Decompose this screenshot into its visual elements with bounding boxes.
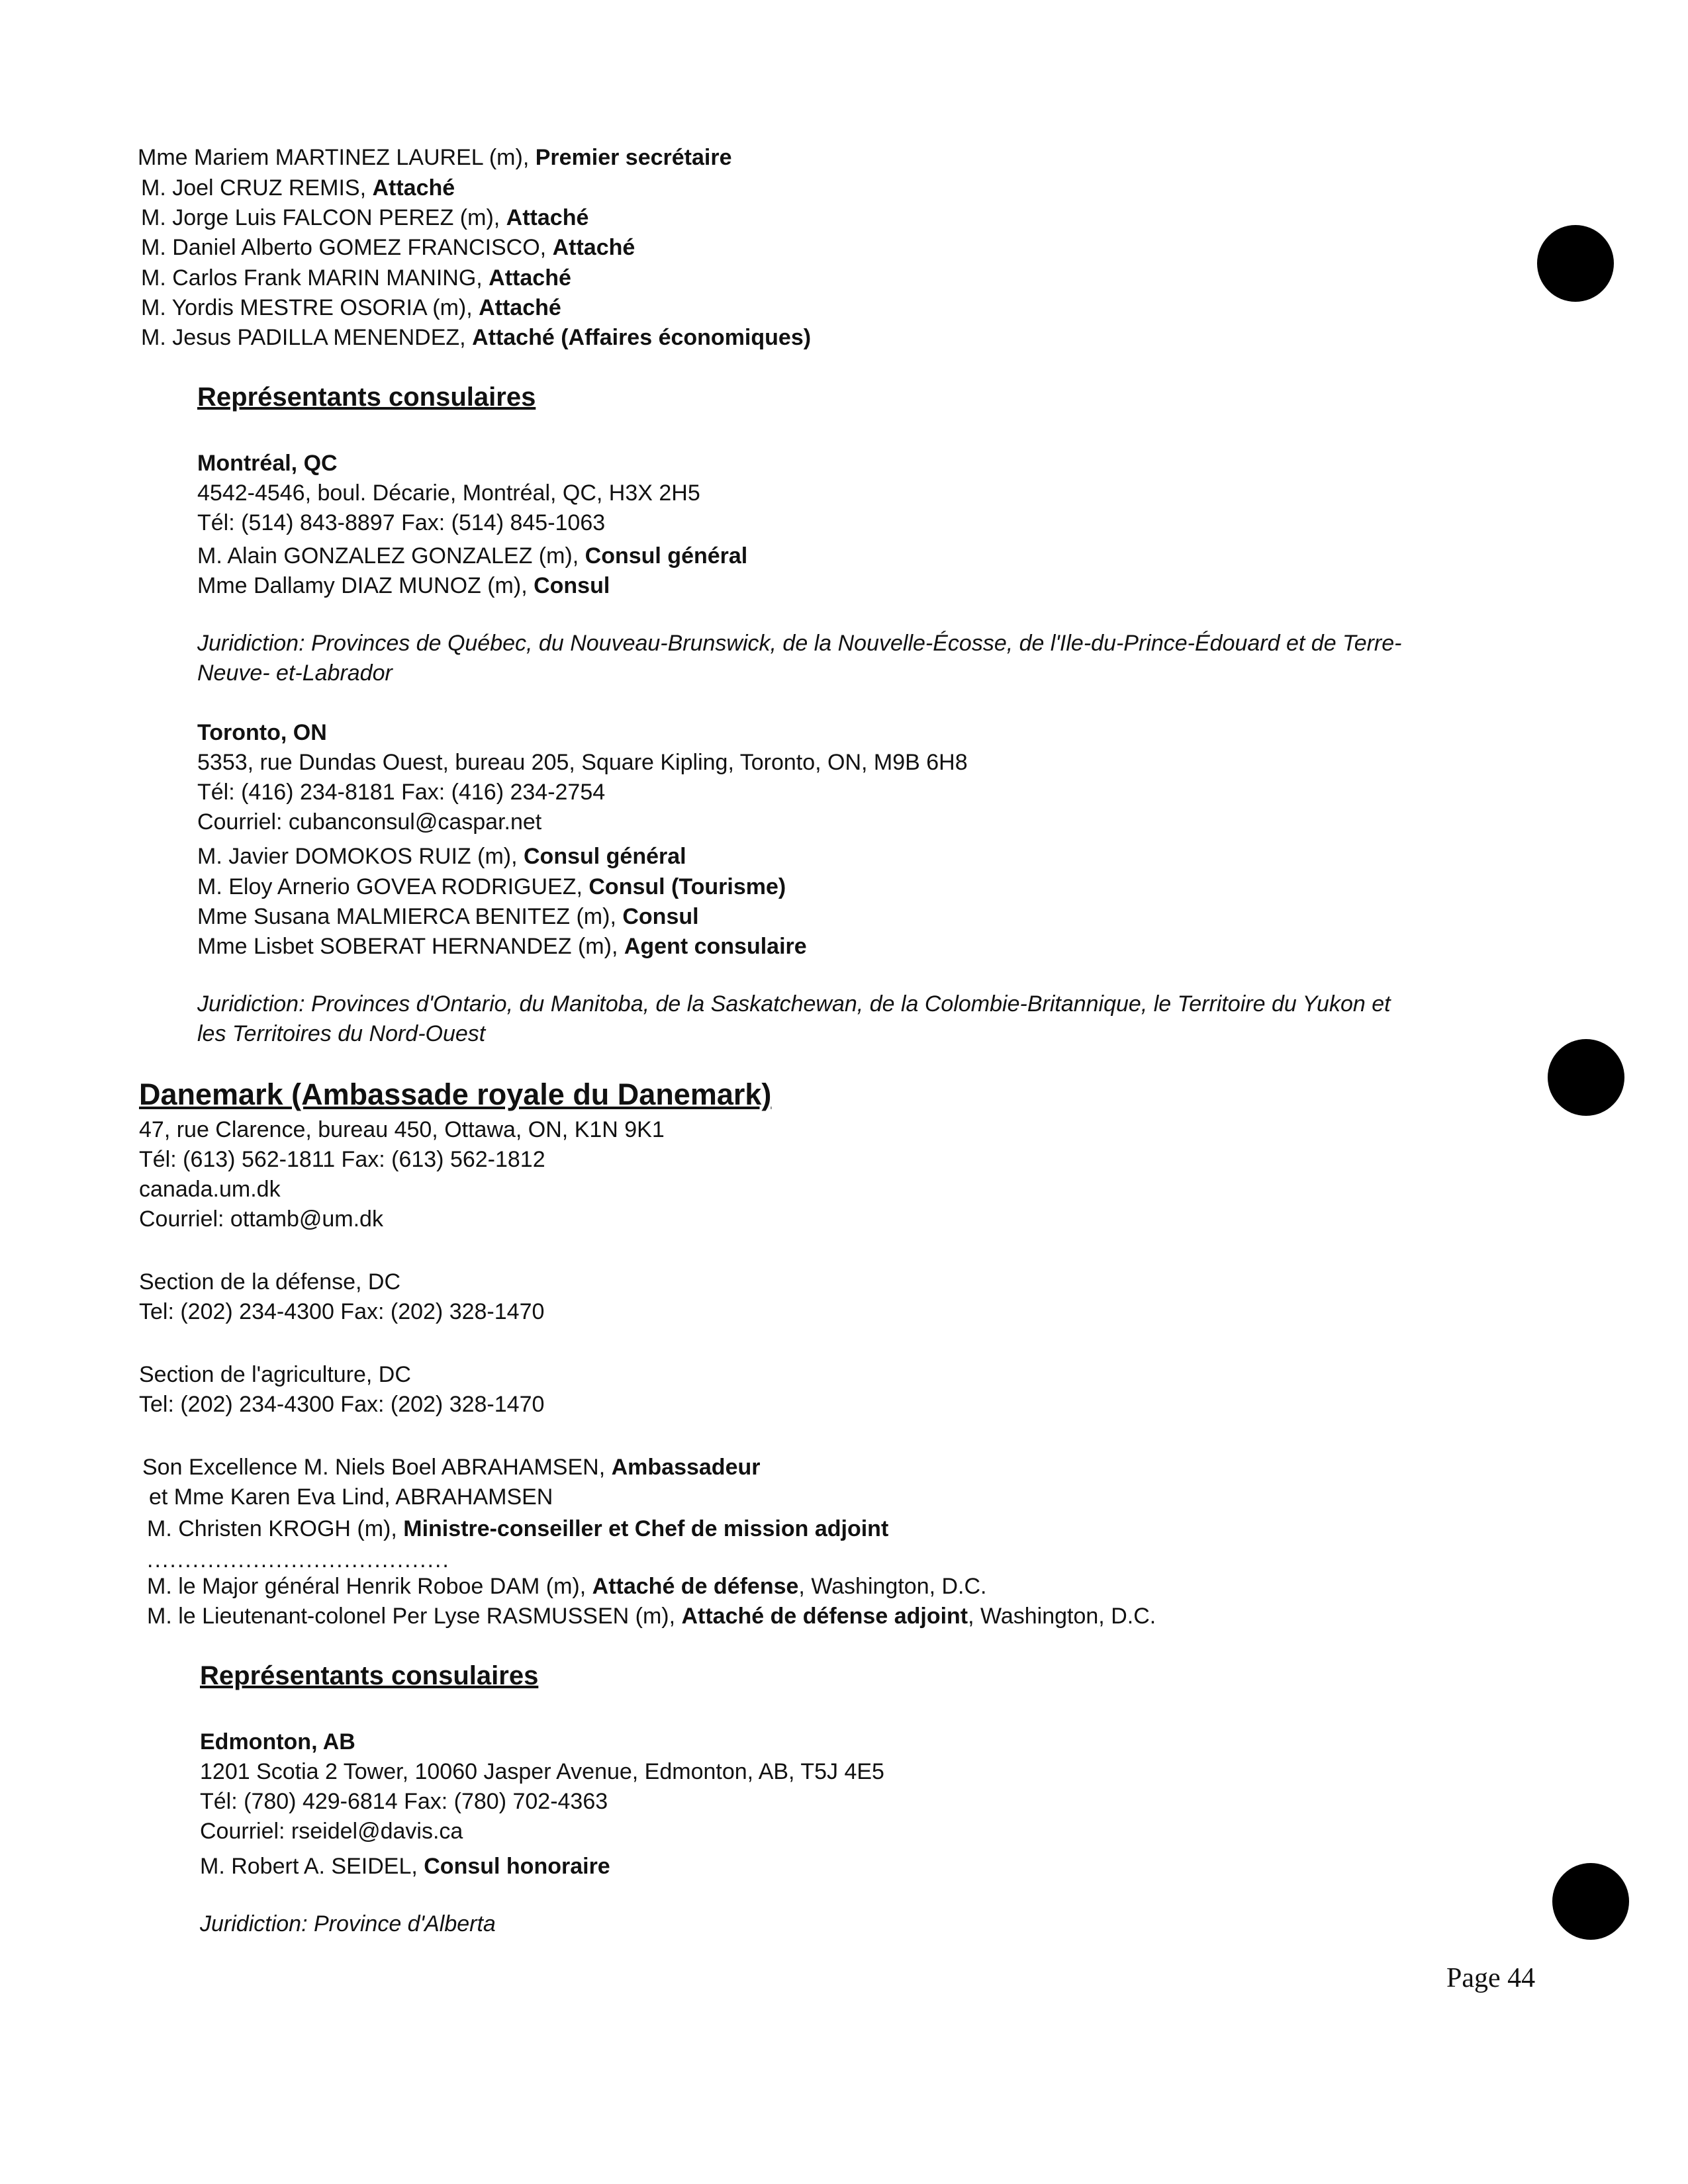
staff-line: M. Yordis MESTRE OSORIA (m), Attaché	[141, 295, 561, 320]
ambassador-line: Son Excellence M. Niels Boel ABRAHAMSEN, Ambassadeur	[142, 1455, 761, 1480]
staff-line: M. Daniel Alberto GOMEZ FRANCISCO, Attaché	[141, 235, 635, 260]
punch-hole	[1552, 1863, 1629, 1940]
consulate-city: Montréal, QC	[197, 451, 338, 476]
dotted-separator: ........................................	[147, 1547, 450, 1572]
punch-hole	[1548, 1039, 1624, 1116]
defense-section: Section de la défense, DC	[139, 1269, 401, 1295]
consular-heading: Représentants consulaires	[197, 383, 536, 412]
staff-line: M. le Major général Henrik Roboe DAM (m), Attaché de défense, Washington, D.C.	[147, 1574, 987, 1599]
consulate-email: Courriel: cubanconsul@caspar.net	[197, 809, 542, 835]
consulate-email: Courriel: rseidel@davis.ca	[200, 1819, 463, 1844]
consular-heading: Représentants consulaires	[200, 1661, 539, 1690]
staff-line: M. Alain GONZALEZ GONZALEZ (m), Consul général	[197, 543, 748, 569]
agriculture-phone: Tel: (202) 234-4300 Fax: (202) 328-1470	[139, 1392, 545, 1417]
staff-line: Mme Dallamy DIAZ MUNOZ (m), Consul	[197, 573, 610, 598]
consulate-phone: Tél: (514) 843-8897 Fax: (514) 845-1063	[197, 510, 606, 535]
embassy-website: canada.um.dk	[139, 1177, 281, 1202]
jurisdiction-text: les Territoires du Nord-Ouest	[197, 1021, 486, 1046]
staff-line: M. Robert A. SEIDEL, Consul honoraire	[200, 1854, 610, 1879]
consulate-phone: Tél: (416) 234-8181 Fax: (416) 234-2754	[197, 780, 606, 805]
jurisdiction-text: Neuve- et-Labrador	[197, 660, 393, 686]
consulate-city: Toronto, ON	[197, 720, 327, 745]
staff-line: Mme Lisbet SOBERAT HERNANDEZ (m), Agent consulaire	[197, 934, 807, 959]
page-number: Page 44	[1446, 1963, 1536, 1993]
consulate-phone: Tél: (780) 429-6814 Fax: (780) 702-4363	[200, 1789, 608, 1814]
staff-line: M. Eloy Arnerio GOVEA RODRIGUEZ, Consul (Tourisme)	[197, 874, 786, 899]
staff-line: M. Jesus PADILLA MENENDEZ, Attaché (Affaires économiques)	[141, 325, 812, 350]
staff-line: M. Carlos Frank MARIN MANING, Attaché	[141, 265, 571, 291]
embassy-address: 47, rue Clarence, bureau 450, Ottawa, ON, K1N 9K1	[139, 1117, 665, 1142]
staff-line: M. Jorge Luis FALCON PEREZ (m), Attaché	[141, 205, 589, 230]
staff-line: M. Javier DOMOKOS RUIZ (m), Consul général	[197, 844, 686, 869]
staff-line: Mme Mariem MARTINEZ LAUREL (m), Premier secrétaire	[138, 145, 732, 170]
defense-phone: Tel: (202) 234-4300 Fax: (202) 328-1470	[139, 1299, 545, 1324]
jurisdiction-text: Juridiction: Provinces d'Ontario, du Manitoba, de la Saskatchewan, de la Colombie-Britannique, le Territoire du Yukon et	[197, 991, 1391, 1017]
embassy-email: Courriel: ottamb@um.dk	[139, 1206, 383, 1232]
consulate-city: Edmonton, AB	[200, 1729, 355, 1754]
consulate-address: 1201 Scotia 2 Tower, 10060 Jasper Avenue, Edmonton, AB, T5J 4E5	[200, 1759, 884, 1784]
consulate-address: 5353, rue Dundas Ouest, bureau 205, Square Kipling, Toronto, ON, M9B 6H8	[197, 750, 968, 775]
country-heading: Danemark (Ambassade royale du Danemark)	[139, 1077, 772, 1111]
punch-hole	[1537, 225, 1614, 302]
staff-line: M. Joel CRUZ REMIS, Attaché	[141, 175, 455, 201]
spouse-line: et Mme Karen Eva Lind, ABRAHAMSEN	[149, 1484, 553, 1510]
embassy-phone: Tél: (613) 562-1811 Fax: (613) 562-1812	[139, 1147, 545, 1172]
jurisdiction-text: Juridiction: Provinces de Québec, du Nouveau-Brunswick, de la Nouvelle-Écosse, de l'Ile-du-Prince-Édouard et de Terre-	[197, 631, 1402, 656]
jurisdiction-text: Juridiction: Province d'Alberta	[200, 1911, 496, 1936]
staff-line: Mme Susana MALMIERCA BENITEZ (m), Consul	[197, 904, 699, 929]
agriculture-section: Section de l'agriculture, DC	[139, 1362, 411, 1387]
staff-line: M. le Lieutenant-colonel Per Lyse RASMUSSEN (m), Attaché de défense adjoint, Washington, D.C.	[147, 1604, 1156, 1629]
staff-line: M. Christen KROGH (m), Ministre-conseiller et Chef de mission adjoint	[147, 1516, 889, 1541]
consulate-address: 4542-4546, boul. Décarie, Montréal, QC, H3X 2H5	[197, 480, 700, 506]
